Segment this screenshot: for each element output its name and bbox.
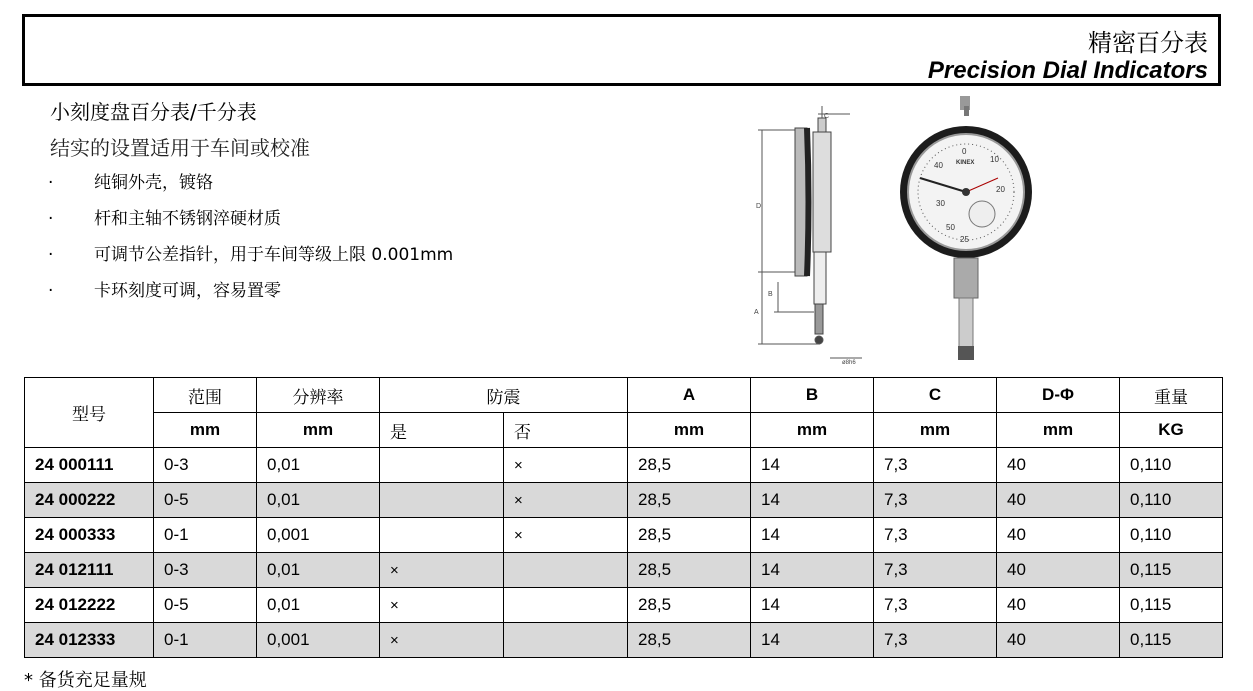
cell-model: 24 012222: [25, 588, 154, 623]
cell-shockproof-yes: ×: [380, 588, 504, 623]
cell-shockproof-no: [504, 553, 628, 588]
header-shockproof: 防震: [380, 378, 628, 413]
header-a: A: [628, 378, 751, 413]
table-header-row: [25, 378, 1223, 413]
cell-weight: 0,110: [1120, 448, 1223, 483]
cell-a: 28,5: [628, 553, 751, 588]
feature-item: [48, 276, 453, 312]
cell-c: 7,3: [874, 623, 997, 658]
cell-shockproof-no: [504, 588, 628, 623]
cell-d: 40: [997, 623, 1120, 658]
cell-shockproof-yes: [380, 518, 504, 553]
dial-photo: [900, 96, 1032, 360]
section-title: 小刻度盘百分表/千分表: [50, 100, 257, 124]
dial-number: 30: [936, 199, 945, 208]
cell-resolution: 0,001: [257, 623, 380, 658]
cell-b: 14: [751, 553, 874, 588]
product-images: [750, 96, 1005, 372]
side-drawing: [758, 106, 862, 358]
unit-a: mm: [628, 413, 751, 448]
page-title-cn: 精密百分表: [1088, 29, 1208, 57]
page-title-en: Precision Dial Indicators: [927, 57, 1208, 84]
cell-model: 24 012333: [25, 623, 154, 658]
cell-a: 28,5: [628, 588, 751, 623]
header-resolution: 分辨率: [257, 378, 380, 413]
footer-note-partial: * 备货充足量规: [24, 670, 147, 691]
header-b: B: [751, 378, 874, 413]
unit-resolution: mm: [257, 413, 380, 448]
feature-item: [48, 168, 453, 204]
cell-weight: 0,110: [1120, 518, 1223, 553]
header-yes: 是: [380, 413, 504, 448]
cell-resolution: 0,01: [257, 448, 380, 483]
cell-resolution: 0,001: [257, 518, 380, 553]
cell-shockproof-no: [504, 623, 628, 658]
header-d: D-Φ: [997, 378, 1120, 413]
cell-model: 24 012111: [25, 553, 154, 588]
table-row: [25, 518, 1223, 553]
feature-text: 杆和主轴不锈钢淬硬材质: [94, 209, 281, 229]
cell-c: 7,3: [874, 483, 997, 518]
dial-number: 50: [946, 223, 955, 232]
cell-resolution: 0,01: [257, 483, 380, 518]
feature-list: [48, 168, 453, 312]
cell-range: 0-5: [154, 588, 257, 623]
cell-c: 7,3: [874, 553, 997, 588]
cell-b: 14: [751, 588, 874, 623]
cell-range: 0-1: [154, 623, 257, 658]
cell-weight: 0,110: [1120, 483, 1223, 518]
cell-range: 0-3: [154, 553, 257, 588]
cell-b: 14: [751, 518, 874, 553]
section-subtitle: 结实的设置适用于车间或校准: [50, 136, 310, 160]
shaft-label: ø8h6: [842, 360, 856, 366]
feature-text: 可调节公差指针，用于车间等级上限 0.001mm: [94, 245, 454, 265]
cell-shockproof-no: ×: [504, 483, 628, 518]
cell-model: 24 000111: [25, 448, 154, 483]
feature-item: [48, 204, 453, 240]
cell-d: 40: [997, 483, 1120, 518]
unit-c: mm: [874, 413, 997, 448]
table-row: [25, 588, 1223, 623]
cell-resolution: 0,01: [257, 588, 380, 623]
cell-shockproof-yes: [380, 448, 504, 483]
cell-a: 28,5: [628, 448, 751, 483]
header-range: 范围: [154, 378, 257, 413]
table-unit-row: [25, 413, 1223, 448]
dim-label-b: B: [768, 291, 773, 298]
dim-label-a: A: [754, 309, 759, 316]
cell-c: 7,3: [874, 448, 997, 483]
table-row: [25, 448, 1223, 483]
cell-shockproof-yes: [380, 483, 504, 518]
cell-shockproof-no: ×: [504, 518, 628, 553]
cell-b: 14: [751, 623, 874, 658]
cell-a: 28,5: [628, 623, 751, 658]
spec-table: [24, 377, 1223, 658]
cell-a: 28,5: [628, 483, 751, 518]
dial-brand: KINEX: [956, 160, 975, 166]
cell-d: 40: [997, 518, 1120, 553]
dial-number: 10: [990, 155, 999, 164]
cell-weight: 0,115: [1120, 588, 1223, 623]
cell-b: 14: [751, 448, 874, 483]
dial-number: 20: [996, 185, 1005, 194]
feature-text: 卡环刻度可调，容易置零: [94, 281, 281, 301]
cell-b: 14: [751, 483, 874, 518]
cell-model: 24 000222: [25, 483, 154, 518]
unit-b: mm: [751, 413, 874, 448]
cell-a: 28,5: [628, 518, 751, 553]
table-row: [25, 553, 1223, 588]
bullet-icon: ·: [48, 245, 54, 265]
feature-item: [48, 240, 453, 276]
dial-number: 40: [934, 161, 943, 170]
header-box: [22, 14, 1221, 86]
bullet-icon: ·: [48, 173, 54, 193]
dial-number: 0: [962, 147, 967, 156]
bullet-icon: ·: [48, 209, 54, 229]
cell-d: 40: [997, 553, 1120, 588]
cell-weight: 0,115: [1120, 623, 1223, 658]
unit-range: mm: [154, 413, 257, 448]
unit-weight: KG: [1120, 413, 1223, 448]
header-model: 型号: [25, 378, 154, 448]
dim-label-d: D: [756, 203, 762, 210]
cell-range: 0-5: [154, 483, 257, 518]
table-row: [25, 623, 1223, 658]
header-weight: 重量: [1120, 378, 1223, 413]
dim-label-c: C: [824, 113, 830, 120]
feature-text: 纯铜外壳，镀铬: [94, 173, 213, 193]
cell-d: 40: [997, 448, 1120, 483]
cell-d: 40: [997, 588, 1120, 623]
header-no: 否: [504, 413, 628, 448]
table-row: [25, 483, 1223, 518]
cell-c: 7,3: [874, 518, 997, 553]
header-c: C: [874, 378, 997, 413]
cell-shockproof-yes: ×: [380, 553, 504, 588]
cell-range: 0-3: [154, 448, 257, 483]
unit-d: mm: [997, 413, 1120, 448]
cell-range: 0-1: [154, 518, 257, 553]
cell-c: 7,3: [874, 588, 997, 623]
dial-number: 25: [960, 235, 969, 244]
cell-shockproof-no: ×: [504, 448, 628, 483]
cell-weight: 0,115: [1120, 553, 1223, 588]
cell-shockproof-yes: ×: [380, 623, 504, 658]
cell-model: 24 000333: [25, 518, 154, 553]
bullet-icon: ·: [48, 281, 54, 301]
cell-resolution: 0,01: [257, 553, 380, 588]
